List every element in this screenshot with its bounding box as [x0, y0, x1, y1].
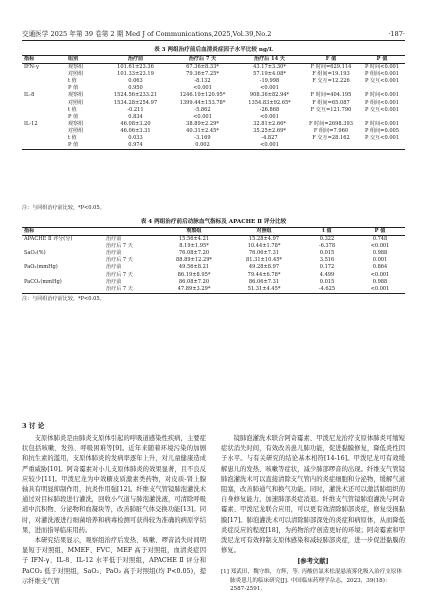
table-cell: P 时间<0.001	[364, 92, 400, 99]
table-cell	[22, 71, 66, 78]
right-column	[221, 434, 405, 594]
table-cell: 43.17±3.30*	[253, 64, 286, 71]
table-cell: <0.001	[355, 286, 405, 294]
table-cell: 对照组	[68, 99, 84, 106]
table-cell: 治疗后 7 天	[169, 56, 236, 64]
table-cell: t 值	[68, 135, 77, 142]
table-cell: 8.19±1.95*	[179, 243, 209, 250]
table-cell	[22, 114, 66, 121]
table-cell: 0.015	[319, 250, 335, 257]
table-row	[22, 135, 405, 142]
table-cell: <0.001	[236, 142, 303, 150]
table-row	[22, 236, 405, 244]
table-cell	[303, 142, 359, 150]
table-cell: 10.44±1.78*	[247, 243, 281, 250]
paragraph: 支原体肺炎是由肺炎支原体引起的呼吸道感染性疾病，主要症状包括咳嗽、发热、呼吸困难等[9]。近年来随着环境污染的加剧和抗生素的滥用，支原体肺炎的发病率逐年上升，对儿童健康造成严重威胁[10]。阿奇霉素对小儿支原体肺炎的效果显著，且不良反应较少[11]。甲泼尼龙为中效糖皮质激素类药物，对皮质-肾上腺轴具有明显抑制作用，抗炎作用强[12]。纤维支气管镜肺泡灌洗术通过对目标肺段进行灌洗，回收小气道与肺泡灌洗液，可清除呼吸道中沉积物、分泌物和血凝块等，改善肺脏气体交换功能[13]。同时，对灌洗液进行细菌培养和病毒检测可获得较为准确的病原学结果，进而指导临床用药。	[22, 435, 206, 534]
table-cell: 0.974	[102, 142, 169, 150]
table-cell: IFN-γ	[24, 64, 39, 71]
table-cell: -26.868	[259, 106, 280, 113]
table-cell: 1399.44±153.78*	[179, 99, 226, 106]
table-cell: 101.33±23.19	[117, 71, 154, 78]
table-row	[22, 250, 405, 257]
table-cell: 1354.83±92.65*	[248, 99, 291, 106]
table-cell: 观察组	[68, 64, 84, 71]
table-cell: t 值	[299, 228, 355, 236]
table-cell: 指标	[22, 56, 66, 64]
table-row	[22, 128, 405, 135]
references-heading: [参考文献]	[297, 558, 329, 566]
table-cell: -5.862	[194, 106, 211, 113]
table-cell: <0.001	[370, 243, 390, 250]
table-cell: t 值	[68, 78, 77, 85]
table-cell: -4.625	[299, 286, 355, 294]
table-cell	[22, 100, 66, 107]
table-cell: 0.001	[372, 257, 388, 264]
table-cell: 0.988	[372, 250, 388, 257]
table-cell: 0.864	[372, 264, 388, 271]
table-cell: P 组间=0.005	[364, 127, 400, 134]
table-cell: 0.033	[128, 135, 143, 142]
table-cell: 治疗前	[106, 250, 122, 257]
table3-caption: 表 3 两组治疗前后血清炎症因子水平比较 ng/L	[154, 47, 273, 53]
table4-caption: 表 4 两组治疗前后动脉血气指标及 APACHE Ⅱ 评分比较	[140, 219, 287, 225]
table-cell: SaO₂(%)	[24, 250, 46, 257]
table-cell: 1246.19±120.95*	[179, 92, 226, 99]
table-cell: 86.06±7.31	[248, 278, 280, 285]
table-cell: P 值	[66, 142, 102, 150]
table-cell: 86.19±8.95*	[177, 271, 211, 278]
page-number: ·187·	[388, 30, 405, 38]
table-cell: F 组间=65.087	[312, 99, 350, 106]
table-cell: 4.499	[319, 271, 335, 278]
table-cell: 35.25±2.69*	[253, 127, 286, 134]
table-cell: 1524.56±233.21	[113, 92, 158, 99]
table-row	[22, 78, 405, 85]
table-cell	[22, 85, 66, 92]
table-cell: -4.827	[261, 135, 278, 142]
table-cell: 0.002	[169, 142, 236, 150]
table-cell: 0.988	[372, 278, 388, 285]
table-cell: IL-8	[24, 92, 35, 99]
section-title: 3 讨 论	[22, 422, 45, 430]
table-cell	[22, 128, 66, 135]
table-cell: 79.44±6.78*	[247, 271, 281, 278]
table-row	[22, 264, 405, 271]
table-cell: F 值	[303, 56, 359, 64]
table-cell: 0.015	[319, 278, 335, 285]
table-cell: -19.998	[259, 78, 280, 85]
table-cell: 38.89±2.29*	[186, 120, 219, 127]
table-cell: F 交互=28.162	[312, 135, 350, 142]
table-cell	[22, 272, 104, 279]
table-cell: 79.36±7.25*	[186, 71, 219, 78]
table-cell	[303, 114, 359, 121]
table-cell	[104, 228, 159, 236]
table-cell: 0.172	[319, 264, 335, 271]
table-cell: P 组间<0.001	[364, 99, 400, 106]
table-cell: 对照组	[68, 71, 84, 78]
table-cell: P 交互<0.001	[364, 135, 400, 142]
table-cell: P 组间<0.001	[364, 71, 400, 78]
table-row	[22, 121, 405, 128]
table-row	[22, 107, 405, 114]
table-cell: 46.08±3.20	[120, 120, 151, 127]
table-cell: F 交互=12.226	[312, 78, 350, 85]
table-row	[22, 243, 405, 250]
table-cell: -6.378	[318, 243, 336, 250]
table-cell: 76.06±7.31	[248, 250, 280, 257]
table-row	[22, 279, 405, 286]
table-cell: 0.063	[128, 78, 143, 85]
table-cell	[359, 114, 405, 121]
table-cell: F 时间=629.114	[310, 64, 352, 71]
table-row	[22, 272, 405, 279]
table-cell: 32.81±2.66*	[253, 120, 286, 127]
table-cell: 治疗后 14 天	[236, 56, 303, 64]
table-cell: 3.516	[319, 257, 335, 264]
table-cell: <0.001	[370, 271, 390, 278]
table-cell: 对照组	[229, 228, 299, 236]
table-header-row	[22, 228, 405, 236]
table-cell: 51.31±4.45*	[229, 286, 299, 294]
table-cell: P 值	[68, 113, 79, 120]
reference-item: [1] 郑武田，魏守维，方辉，等. 丙酸倍氯米松混悬液雾化吸入治疗支原体肺炎患儿的临床研究[J]. 中国临床药理学杂志，2023，39(18)：2587-2591.	[221, 569, 403, 593]
table-cell: <0.001	[193, 113, 212, 120]
table3-note: 注：与同组治疗前比较，*P<0.05。	[22, 205, 105, 211]
table-cell	[22, 142, 66, 150]
table-cell: 组别	[66, 56, 102, 64]
table-cell: -8.132	[194, 78, 211, 85]
table-cell: P 交互<0.001	[364, 78, 400, 85]
table-cell: P 值	[355, 228, 405, 236]
table-cell: <0.001	[193, 85, 212, 92]
table-cell: 67.36±8.33*	[186, 64, 219, 71]
table-cell: F 交互=121.790	[310, 106, 352, 113]
table-cell: 49.56±8.21	[178, 264, 210, 271]
table-cell: 观察组	[68, 92, 84, 99]
table-cell: F 时间=404.195	[310, 92, 352, 99]
table4	[22, 227, 405, 294]
table-cell: <0.001	[260, 113, 279, 120]
table-cell: 治疗前	[102, 56, 169, 64]
table-cell: 治疗后 7 天	[106, 271, 133, 278]
table-cell: 对照组	[68, 127, 84, 134]
table-cell	[22, 107, 66, 114]
journal-info: 交通医学 2025 年第 39 卷第 2 期 Med J of Communications,2025,Vol.39,No.2	[22, 30, 272, 38]
table-cell: P 值	[359, 56, 405, 64]
table-header-row	[22, 56, 405, 64]
table-cell: P 值	[68, 85, 79, 92]
table-cell: 908.36±82.94*	[249, 92, 290, 99]
table-cell: 治疗后 7 天	[104, 286, 159, 294]
table-cell: 15.56±4.21	[178, 236, 210, 243]
table-cell: 86.08±7.20	[178, 278, 210, 285]
table-row	[22, 100, 405, 107]
table-cell	[22, 78, 66, 85]
table-cell: 49.28±8.97	[248, 264, 280, 271]
table-cell	[22, 135, 66, 142]
table-cell: 0.834	[128, 113, 143, 120]
table-cell: 15.28±4.97	[248, 236, 280, 243]
table-cell: 治疗前	[106, 236, 122, 243]
running-header	[22, 26, 405, 41]
left-column	[22, 434, 206, 587]
table-cell: 观察组	[159, 228, 229, 236]
table-row	[22, 286, 405, 294]
table-cell	[359, 142, 405, 150]
table-cell: 0.950	[128, 85, 143, 92]
table-cell: 治疗后 7 天	[106, 243, 133, 250]
table-cell: 81.31±10.45*	[246, 257, 282, 264]
table-cell: F 时间=2698.393	[309, 120, 353, 127]
table-cell: 88.89±12.29*	[176, 257, 212, 264]
table-cell: 观察组	[68, 120, 84, 127]
table-cell: 治疗后 7 天	[106, 257, 133, 264]
table-cell: -3.169	[194, 135, 211, 142]
table-cell: 47.89±3.29*	[159, 286, 229, 294]
table-cell: 治疗前	[106, 264, 122, 271]
paragraph: 镜肺泡灌洗术联合阿奇霉素、甲泼尼龙治疗支原体肺炎可缩短症状消失时间，有效改善患儿肺功能，促进黏膜修复，降低炎性因子水平。与有关研究的结论基本相符[14-16]。甲泼尼龙可有效缓解患儿的发热、咳嗽等症状，减少肺部啰音的出现。纤维支气管镜肺泡灌洗术可以直接清除支气管内的炎症细胞和分泌物，缓解气道阻塞，改善肺通气和换气功能。同时，灌洗术还可以激活肺组织的自身修复能力，加速肺部炎症消退。纤维支气管镜肺泡灌洗与阿奇霉素、甲泼尼龙联合应用，可以更有效清除肺部炎症，修复受损黏膜[17]。肺泡灌洗术可以清除肺部深处的炎症和病原体，从而降低炎症反应的程度[18]，为药物治疗创造更好的环境；阿奇霉素和甲泼尼龙可有效抑制支原体感染和减轻肺部炎症，进一步促进黏膜的修复。	[221, 435, 405, 555]
table-cell: t 值	[68, 106, 77, 113]
table-cell: PaCO₂(mmHg)	[24, 278, 62, 285]
table-cell: 46.06±3.31	[120, 127, 151, 134]
table-cell: PaO₂(mmHg)	[24, 264, 58, 271]
table-cell: 0.322	[319, 236, 335, 243]
table-row	[22, 142, 405, 150]
table-cell: 40.31±2.45*	[186, 127, 219, 134]
table-cell: P 时间<0.001	[364, 64, 400, 71]
table-row	[22, 257, 405, 264]
table-cell: 指标	[22, 228, 104, 236]
table-cell: 0.748	[372, 236, 388, 243]
table-cell: 57.19±4.08*	[253, 71, 286, 78]
table-cell: <0.001	[260, 85, 279, 92]
table-cell: F 组间=7.960	[313, 127, 349, 134]
table-cell: 76.08±7.20	[178, 250, 210, 257]
table-cell	[22, 286, 104, 294]
paragraph: 本研究结果显示，观察组治疗后发热、咳嗽、啰音消失时间明显短于对照组，MMEF、FVC、MEF 高于对照组，血清炎症因子 IFN-γ、IL-8、IL-12 水平低于对照组，APACHE Ⅱ 评分和 PaCO₂ 低于对照组，SaO₂、PaO₂ 高于对照组(均 P<0.05)，提示纤维支气管	[22, 537, 206, 585]
table-cell: P 时间<0.001	[364, 120, 400, 127]
table-cell: 1534.28±254.97	[113, 99, 158, 106]
table3	[22, 55, 405, 150]
table-row	[22, 92, 405, 99]
table-cell: 101.61±23.36	[117, 64, 154, 71]
table-row	[22, 114, 405, 121]
table-cell: -0.211	[127, 106, 144, 113]
table-cell: F 组间=19.193	[312, 71, 350, 78]
table4-note: 注：与同组治疗前比较，*P<0.05。	[22, 296, 105, 302]
table-cell: APACHE Ⅱ 评分(分)	[24, 236, 73, 243]
table-cell: P 交互<0.001	[364, 106, 400, 113]
table-cell: IL-12	[24, 120, 38, 127]
table-cell: 治疗前	[106, 278, 122, 285]
